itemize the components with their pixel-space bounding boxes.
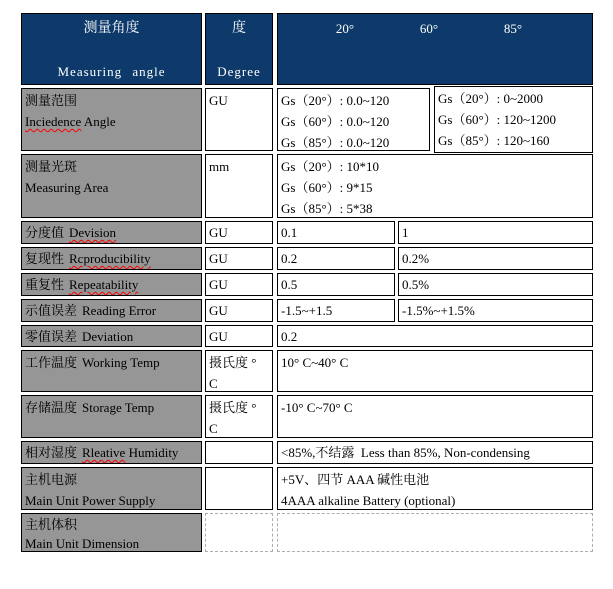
label-cell-storage-temp: 存储温度 Storage Temp [21,395,202,438]
header-angles-cell [277,13,593,85]
row-working-temp [21,350,593,392]
row-humidity [21,441,593,464]
unit-cell-reading-error: GU [205,299,273,322]
row-dimension [21,513,593,552]
row-storage-temp [21,395,593,438]
angle-20: 20° [335,21,355,36]
unit-cell-power-supply [205,467,273,510]
row-division [21,221,593,244]
value-cell-storage-temp: -10° C~70° C [277,395,593,438]
label-cell-measuring-area: 测量光斑 Measuring Area [21,154,202,218]
value-cell-range-gloss: Gs（20°）: 0.0~120 Gs（60°）: 0.0~120 Gs（85°）: 0.0~120 [277,88,430,151]
value-cell-reproducibility-gu: 0.2 [277,247,395,270]
row-deviation [21,325,593,347]
row-measuring-range [21,88,593,151]
unit-cell-storage-temp: 摄氏度 ° C [205,395,273,438]
angle-85: 85° [503,21,523,36]
misspelled-word: Rcproducibility [69,251,151,266]
misspelled-word: Inciedence [25,114,82,129]
unit-cell-humidity [205,441,273,464]
misspelled-word: Devision [69,225,116,240]
angle-60: 60° [419,21,439,36]
value-cell-repeatability-gu: 0.5 [277,273,395,296]
header-degree-cell [205,13,273,85]
unit-cell-measuring-range: GU [205,88,273,151]
unit-cell-working-temp: 摄氏度 ° C [205,350,273,392]
header-degree-cn: 度 [232,21,246,36]
label-cell-humidity: 相对湿度 Rleative Humidity [21,441,202,464]
label-cell-reading-error: 示值误差 Reading Error [21,299,202,322]
label-cell-deviation: 零值误差 Deviation [21,325,202,347]
header-measuring-angle-cn: 测量角度 [83,21,140,36]
row-repeatability [21,273,593,296]
header-measuring-angle-cell [21,13,202,85]
value-cell-dimension [277,513,593,552]
label-cell-power-supply: 主机电源 Main Unit Power Supply [21,467,202,510]
unit-cell-deviation: GU [205,325,273,347]
header-degree-en: Degree [217,64,261,79]
unit-cell-division: GU [205,221,273,244]
unit-cell-reproducibility: GU [205,247,273,270]
label-cell-division: 分度值 Devision [21,221,202,244]
value-cell-power-supply: +5V、四节 AAA 碱性电池 4AAA alkaline Battery (optional) [277,467,593,510]
value-cell-humidity: <85%,不结露 Less than 85%, Non-condensing [277,441,593,464]
spec-table [21,13,593,552]
value-cell-range-extended: Gs（20°）: 0~2000 Gs（60°）: 120~1200 Gs（85°）: 120~160 [434,86,593,153]
header-row [21,13,593,85]
misspelled-word: Repeatability [69,277,139,292]
row-reading-error [21,299,593,322]
value-cell-division-gu: 0.1 [277,221,395,244]
row-measuring-area [21,154,593,218]
angle-labels [278,21,592,37]
value-cell-repeatability-pct: 0.5% [398,273,593,296]
label-cell-working-temp: 工作温度 Working Temp [21,350,202,392]
value-cell-deviation: 0.2 [277,325,593,347]
row-reproducibility [21,247,593,270]
unit-cell-measuring-area: mm [205,154,273,218]
label-cell-repeatability: 重复性 Repeatability [21,273,202,296]
value-cell-measuring-area: Gs（20°）: 10*10 Gs（60°）: 9*15 Gs（85°）: 5*38 [277,154,593,218]
value-cell-division-pct: 1 [398,221,593,244]
misspelled-word: Rleative [82,445,126,460]
value-cell-reproducibility-pct: 0.2% [398,247,593,270]
row-power-supply [21,467,593,510]
unit-cell-dimension [205,513,273,552]
label-cell-reproducibility: 复现性 Rcproducibility [21,247,202,270]
value-cell-working-temp: 10° C~40° C [277,350,593,392]
label-cell-measuring-range: 测量范围 Inciedence Angle [21,88,202,151]
header-measuring-angle-en: Measuring angle [57,64,166,79]
label-cell-dimension: 主机体积 Main Unit Dimension [21,513,202,552]
unit-cell-repeatability: GU [205,273,273,296]
value-cell-reading-error-pct: -1.5%~+1.5% [398,299,593,322]
value-cell-reading-error-gu: -1.5~+1.5 [277,299,395,322]
